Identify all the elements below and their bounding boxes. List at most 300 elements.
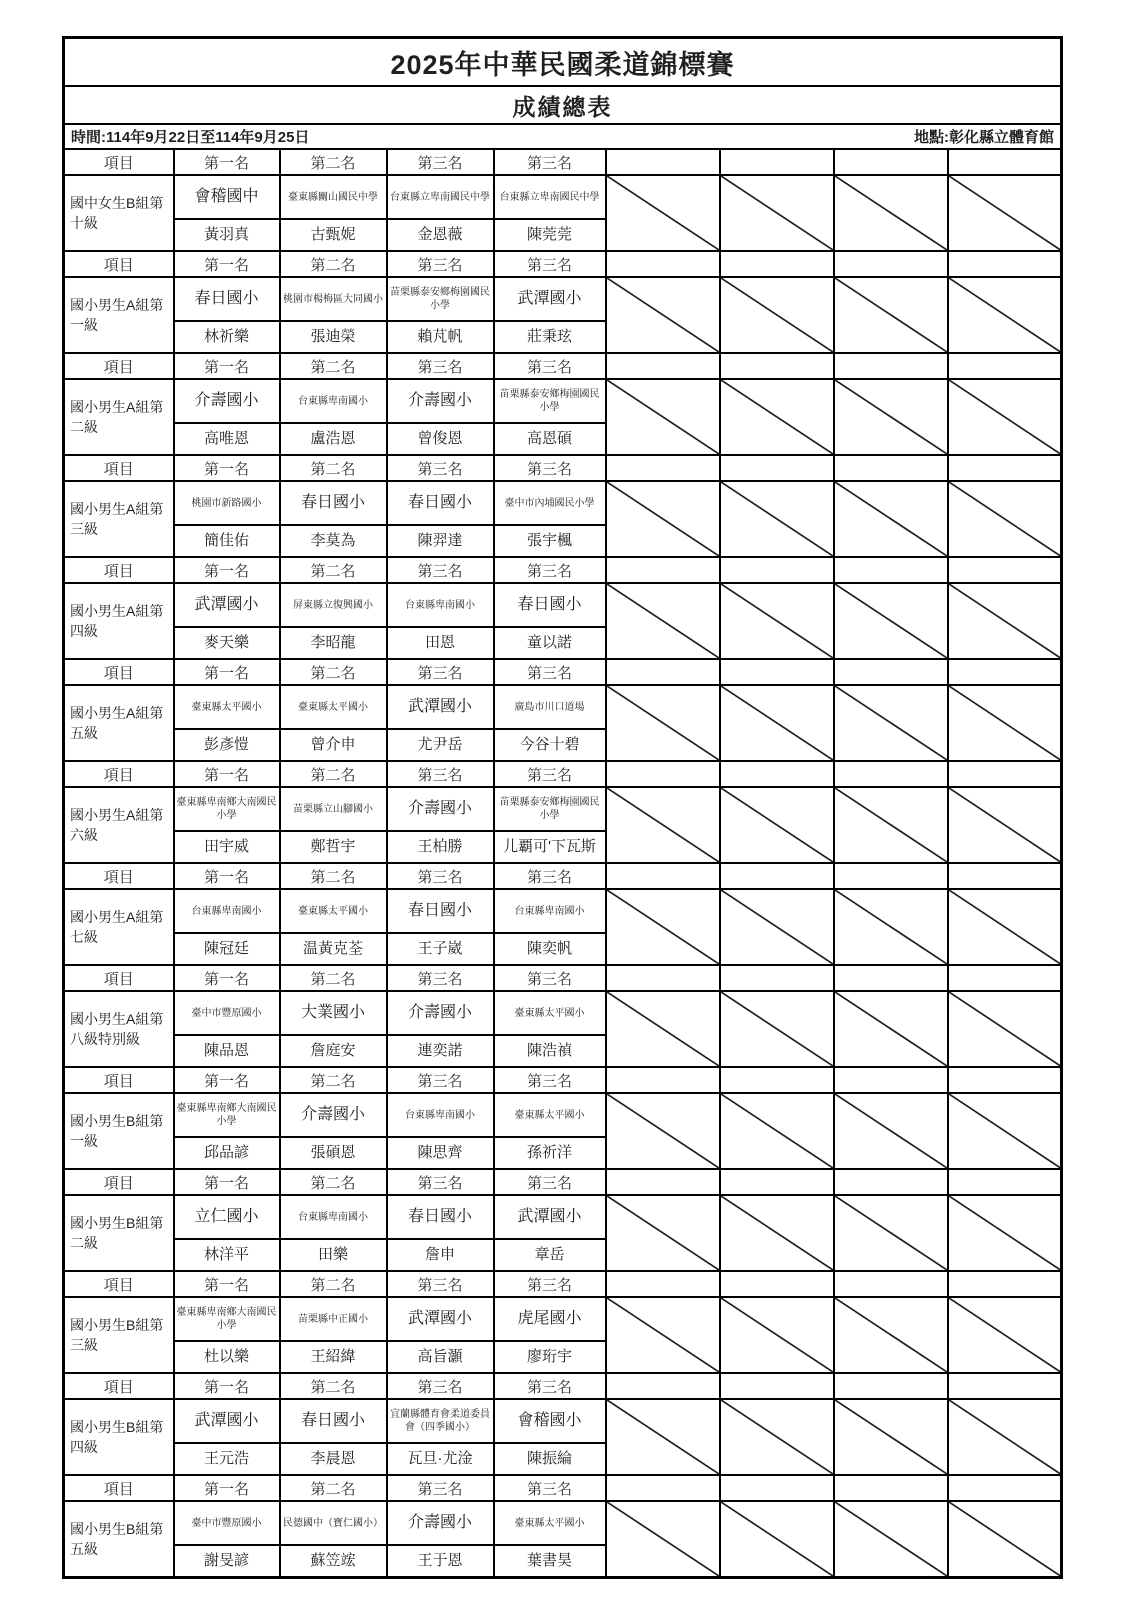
rank-header-cell: 第二名 (280, 1373, 387, 1399)
empty-header-cell (948, 1067, 1062, 1093)
athlete-label: 李晨恩 (310, 1450, 356, 1467)
diagonal-line (721, 1196, 833, 1270)
school-row (64, 1297, 1062, 1341)
school-cell (280, 1501, 387, 1545)
athlete-cell (387, 1545, 494, 1578)
athlete-label: 李昭龍 (310, 634, 356, 651)
category-label: 國小男生B組第二級 (70, 1214, 164, 1251)
school-label: 台東縣立卑南國民中學 (390, 191, 490, 203)
category-cell (64, 481, 174, 557)
school-row (64, 175, 1062, 219)
athlete-label: 陳莞莞 (526, 226, 572, 243)
diagonal-line (949, 1196, 1061, 1270)
rank-header-cell: 第三名 (387, 1475, 494, 1501)
subtitle-row (64, 86, 1062, 124)
athlete-label: 王元浩 (203, 1450, 249, 1467)
school-label: 台東縣卑南國小 (514, 905, 585, 917)
rank-header-cell: 第三名 (494, 557, 606, 583)
diagonal-cell (720, 991, 834, 1067)
school-label: 屏東縣立復興國小 (293, 599, 373, 611)
block-header-row (64, 1475, 1062, 1501)
athlete-label: 陳品恩 (203, 1042, 249, 1059)
school-cell (280, 787, 387, 831)
athlete-cell (387, 1341, 494, 1373)
diagonal-cell (834, 685, 948, 761)
rank-header-cell: 項目 (64, 1373, 174, 1399)
school-label: 春日國小 (517, 596, 582, 614)
school-label: 虎尾國小 (517, 1310, 582, 1328)
rank-header-cell: 第三名 (387, 1271, 494, 1297)
diagonal-cell (720, 1399, 834, 1475)
school-row (64, 1399, 1062, 1443)
empty-header-cell (948, 863, 1062, 889)
diagonal-cell (606, 1195, 720, 1271)
block-header-row (64, 353, 1062, 379)
diagonal-line (721, 1094, 833, 1168)
athlete-label: 盧浩恩 (310, 430, 356, 447)
rank-header-cell: 第二名 (280, 149, 387, 175)
category-label: 國小男生A組第三級 (70, 500, 164, 537)
athlete-label: 張宇楓 (526, 532, 572, 549)
rank-header-cell: 第三名 (494, 1067, 606, 1093)
rank-header-cell: 第一名 (174, 149, 280, 175)
category-cell (64, 1399, 174, 1475)
diagonal-cell (720, 379, 834, 455)
school-label: 會稽國中 (194, 188, 259, 206)
athlete-label: 麥天樂 (203, 634, 249, 651)
school-cell (387, 991, 494, 1035)
school-cell (387, 685, 494, 729)
empty-header-cell (606, 251, 720, 277)
rank-header-cell: 第三名 (387, 659, 494, 685)
diagonal-line (949, 992, 1061, 1066)
rank-header-cell: 項目 (64, 149, 174, 175)
athlete-label: 彭彥愷 (203, 736, 249, 753)
block-header-row (64, 965, 1062, 991)
athlete-label: 詹申 (424, 1246, 455, 1263)
athlete-cell (174, 1137, 280, 1169)
athlete-label: 謝旻諺 (203, 1552, 249, 1569)
rank-header-cell: 項目 (64, 1169, 174, 1195)
rank-header-cell: 第二名 (280, 659, 387, 685)
empty-header-cell (834, 557, 948, 583)
diagonal-line (607, 890, 719, 964)
athlete-label: 葉書昊 (526, 1552, 572, 1569)
diagonal-line (721, 1400, 833, 1474)
diagonal-cell (606, 1093, 720, 1169)
athlete-label: 王子崴 (417, 940, 463, 957)
school-label: 春日國小 (300, 1412, 365, 1430)
diagonal-cell (606, 991, 720, 1067)
athlete-cell (387, 321, 494, 353)
rank-header-cell: 第三名 (494, 1169, 606, 1195)
school-label: 大業國小 (300, 1004, 365, 1022)
diagonal-line (835, 890, 947, 964)
school-label: 苗栗縣泰安鄉梅園國民小學 (499, 797, 600, 821)
empty-header-cell (606, 965, 720, 991)
athlete-cell (280, 627, 387, 659)
empty-header-cell (834, 761, 948, 787)
rank-header-cell: 第二名 (280, 863, 387, 889)
empty-header-cell (720, 965, 834, 991)
diagonal-line (835, 686, 947, 760)
page-title: 2025年中華民國柔道錦標賽 (64, 38, 1062, 87)
empty-header-cell (834, 1067, 948, 1093)
athlete-label: 詹庭安 (310, 1042, 356, 1059)
athlete-cell (174, 1443, 280, 1475)
empty-header-cell (834, 1271, 948, 1297)
school-cell (387, 787, 494, 831)
athlete-label: 王柏勝 (417, 838, 463, 855)
empty-header-cell (948, 965, 1062, 991)
athlete-cell (494, 1137, 606, 1169)
block-header-row (64, 149, 1062, 175)
athlete-label: 田宇威 (203, 838, 249, 855)
school-cell (280, 175, 387, 219)
category-label: 國小男生A組第二級 (70, 398, 164, 435)
empty-header-cell (606, 659, 720, 685)
diagonal-line (607, 1298, 719, 1372)
diagonal-line (607, 1400, 719, 1474)
school-cell (387, 277, 494, 321)
rank-header-cell: 第一名 (174, 557, 280, 583)
school-cell (280, 277, 387, 321)
school-label: 桃園市楊梅區大同國小 (283, 293, 383, 305)
empty-header-cell (606, 149, 720, 175)
school-label: 介壽國小 (407, 1514, 472, 1532)
diagonal-line (835, 1196, 947, 1270)
diagonal-line (835, 278, 947, 352)
athlete-cell (280, 321, 387, 353)
rank-header-cell: 項目 (64, 557, 174, 583)
rank-header-cell: 第三名 (494, 455, 606, 481)
diagonal-line (835, 584, 947, 658)
empty-header-cell (720, 1271, 834, 1297)
rank-header-cell: 第二名 (280, 557, 387, 583)
category-cell (64, 379, 174, 455)
diagonal-line (607, 992, 719, 1066)
school-label: 苗栗縣中正國小 (298, 1313, 368, 1325)
category-label: 國小男生A組第七級 (70, 908, 164, 945)
school-row (64, 583, 1062, 627)
empty-header-cell (606, 1067, 720, 1093)
school-cell (387, 481, 494, 525)
athlete-cell (174, 1341, 280, 1373)
school-label: 武潭國小 (194, 1412, 259, 1430)
rank-header-cell: 項目 (64, 455, 174, 481)
empty-header-cell (834, 1169, 948, 1195)
athlete-label: 高唯恩 (203, 430, 249, 447)
rank-header-cell: 第三名 (494, 251, 606, 277)
diagonal-cell (834, 889, 948, 965)
diagonal-cell (606, 1399, 720, 1475)
athlete-cell (387, 1239, 494, 1271)
school-row (64, 1093, 1062, 1137)
athlete-label: 賴芃帆 (417, 328, 463, 345)
category-label: 國小男生B組第一級 (70, 1112, 164, 1149)
athlete-cell (174, 525, 280, 557)
school-cell (174, 991, 280, 1035)
diagonal-cell (834, 583, 948, 659)
category-label: 國小男生A組第八級特別級 (70, 1010, 164, 1047)
school-label: 臺東縣卑南鄉大南國民小學 (176, 797, 277, 821)
rank-header-cell: 第三名 (494, 1271, 606, 1297)
school-row (64, 685, 1062, 729)
school-row (64, 379, 1062, 423)
school-label: 臺東縣卑南鄉大南國民小學 (176, 1103, 277, 1127)
diagonal-cell (834, 787, 948, 863)
athlete-cell (280, 525, 387, 557)
athlete-cell (387, 1137, 494, 1169)
athlete-cell (174, 729, 280, 761)
school-label: 苗栗縣立山腳國小 (293, 803, 373, 815)
block-header-row (64, 1067, 1062, 1093)
athlete-label: 連奕諾 (417, 1042, 463, 1059)
school-row (64, 889, 1062, 933)
athlete-label: 温黃克荃 (302, 940, 363, 957)
category-cell (64, 685, 174, 761)
diagonal-cell (720, 889, 834, 965)
diagonal-line (721, 1502, 833, 1576)
diagonal-line (949, 788, 1061, 862)
empty-header-cell (720, 1067, 834, 1093)
rank-header-cell: 第一名 (174, 659, 280, 685)
school-cell (387, 889, 494, 933)
athlete-cell (280, 1035, 387, 1067)
school-cell (494, 481, 606, 525)
rank-header-cell: 第二名 (280, 1475, 387, 1501)
school-label: 民德國中（寶仁國小） (283, 1517, 383, 1529)
block-header-row (64, 863, 1062, 889)
athlete-cell (494, 933, 606, 965)
diagonal-line (721, 788, 833, 862)
athlete-cell (494, 321, 606, 353)
athlete-cell (494, 1443, 606, 1475)
diagonal-cell (834, 1501, 948, 1578)
athlete-label: 古甄妮 (310, 226, 356, 243)
athlete-cell (280, 423, 387, 455)
athlete-label: 陳浩禎 (526, 1042, 572, 1059)
diagonal-cell (948, 685, 1062, 761)
category-cell (64, 991, 174, 1067)
time-label: 時間:114年9月22日至114年9月25日 (71, 129, 310, 146)
athlete-cell (280, 1443, 387, 1475)
athlete-cell (494, 423, 606, 455)
rank-header-cell: 第一名 (174, 965, 280, 991)
diagonal-cell (948, 1297, 1062, 1373)
empty-header-cell (720, 761, 834, 787)
school-cell (494, 175, 606, 219)
empty-header-cell (834, 659, 948, 685)
athlete-label: 王紹緯 (310, 1348, 356, 1365)
diagonal-cell (606, 787, 720, 863)
empty-header-cell (948, 251, 1062, 277)
school-cell (280, 1195, 387, 1239)
diagonal-cell (606, 889, 720, 965)
athlete-label: 尤尹岳 (417, 736, 463, 753)
athlete-label: 田恩 (424, 634, 455, 651)
block-header-row (64, 557, 1062, 583)
empty-header-cell (606, 863, 720, 889)
empty-header-cell (834, 455, 948, 481)
athlete-cell (174, 1239, 280, 1271)
school-cell (174, 277, 280, 321)
diagonal-cell (720, 1093, 834, 1169)
diagonal-line (721, 686, 833, 760)
rank-header-cell: 第一名 (174, 1373, 280, 1399)
category-label: 國小男生A組第五級 (70, 704, 164, 741)
page-subtitle: 成績總表 (64, 86, 1062, 124)
rank-header-cell: 第一名 (174, 1475, 280, 1501)
school-label: 介壽國小 (194, 392, 259, 410)
school-cell (174, 787, 280, 831)
athlete-cell (387, 423, 494, 455)
athlete-cell (494, 1239, 606, 1271)
athlete-cell (387, 933, 494, 965)
athlete-label: 李莫為 (310, 532, 356, 549)
empty-header-cell (720, 659, 834, 685)
rank-header-cell: 第三名 (494, 659, 606, 685)
school-cell (387, 379, 494, 423)
diagonal-cell (834, 1399, 948, 1475)
diagonal-cell (720, 1297, 834, 1373)
diagonal-line (721, 890, 833, 964)
athlete-label: 陳羿達 (417, 532, 463, 549)
empty-header-cell (834, 965, 948, 991)
empty-header-cell (948, 659, 1062, 685)
block-header-row (64, 1271, 1062, 1297)
diagonal-cell (606, 277, 720, 353)
school-cell (174, 1093, 280, 1137)
athlete-cell (387, 729, 494, 761)
school-label: 臺中市內埔國民小學 (504, 497, 595, 509)
category-label: 國小男生A組第一級 (70, 296, 164, 333)
athlete-cell (280, 729, 387, 761)
empty-header-cell (948, 557, 1062, 583)
athlete-label: 田樂 (317, 1246, 348, 1263)
school-row (64, 481, 1062, 525)
empty-header-cell (606, 1373, 720, 1399)
block-header-row (64, 455, 1062, 481)
athlete-cell (387, 1443, 494, 1475)
athlete-cell (387, 831, 494, 863)
diagonal-line (835, 482, 947, 556)
empty-header-cell (720, 863, 834, 889)
rank-header-cell: 第三名 (494, 965, 606, 991)
school-label: 台東縣卑南國小 (405, 1109, 475, 1121)
diagonal-line (721, 992, 833, 1066)
athlete-label: 瓦旦·尤淦 (407, 1450, 473, 1467)
diagonal-line (607, 176, 719, 250)
diagonal-line (721, 584, 833, 658)
diagonal-cell (948, 1093, 1062, 1169)
school-cell (387, 1501, 494, 1545)
rank-header-cell: 項目 (64, 965, 174, 991)
empty-header-cell (606, 1271, 720, 1297)
rank-header-cell: 第三名 (494, 1373, 606, 1399)
category-label: 國小男生A組第四級 (70, 602, 164, 639)
diagonal-line (949, 1298, 1061, 1372)
rank-header-cell: 第二名 (280, 251, 387, 277)
diagonal-cell (720, 277, 834, 353)
athlete-cell (387, 627, 494, 659)
diagonal-cell (720, 1501, 834, 1578)
meta-row (64, 124, 1062, 149)
category-label: 國中女生B組第十級 (70, 194, 164, 231)
diagonal-line (607, 278, 719, 352)
empty-header-cell (606, 455, 720, 481)
school-cell (280, 583, 387, 627)
school-label: 台東縣立卑南國民中學 (499, 191, 600, 203)
athlete-label: 章岳 (534, 1246, 565, 1263)
athlete-label: 張迪榮 (310, 328, 356, 345)
diagonal-cell (720, 787, 834, 863)
school-label: 廣島市川口道場 (514, 701, 585, 713)
school-cell (387, 1399, 494, 1443)
meta-line (65, 126, 1060, 147)
rank-header-cell: 第一名 (174, 761, 280, 787)
rank-header-cell: 第三名 (387, 455, 494, 481)
rank-header-cell: 第一名 (174, 1271, 280, 1297)
diagonal-line (835, 176, 947, 250)
diagonal-line (835, 1094, 947, 1168)
school-label: 臺東縣關山國民中學 (288, 191, 378, 203)
diagonal-line (949, 1502, 1061, 1576)
school-cell (174, 175, 280, 219)
athlete-cell (280, 1137, 387, 1169)
school-cell (494, 277, 606, 321)
empty-header-cell (948, 1475, 1062, 1501)
athlete-cell (174, 627, 280, 659)
athlete-label: 張碩恩 (310, 1144, 356, 1161)
category-label: 國小男生B組第五級 (70, 1520, 164, 1557)
rank-header-cell: 第三名 (387, 149, 494, 175)
diagonal-cell (948, 991, 1062, 1067)
empty-header-cell (948, 1271, 1062, 1297)
empty-header-cell (948, 1373, 1062, 1399)
school-cell (174, 889, 280, 933)
rank-header-cell: 第二名 (280, 455, 387, 481)
category-cell (64, 1093, 174, 1169)
category-cell (64, 1195, 174, 1271)
school-cell (280, 481, 387, 525)
rank-header-cell: 第二名 (280, 1169, 387, 1195)
school-label: 春日國小 (407, 494, 472, 512)
empty-header-cell (720, 1475, 834, 1501)
diagonal-cell (834, 1195, 948, 1271)
empty-header-cell (720, 455, 834, 481)
school-cell (387, 1093, 494, 1137)
empty-header-cell (606, 761, 720, 787)
diagonal-line (949, 380, 1061, 454)
diagonal-cell (834, 481, 948, 557)
athlete-cell (280, 1341, 387, 1373)
document-sheet (62, 36, 1060, 1579)
empty-header-cell (948, 1169, 1062, 1195)
athlete-label: 廖珩宇 (526, 1348, 572, 1365)
location-label: 地點:彰化縣立體育館 (914, 129, 1055, 146)
athlete-label: 王于恩 (417, 1552, 463, 1569)
athlete-label: 曾俊恩 (417, 430, 463, 447)
empty-header-cell (720, 557, 834, 583)
athlete-label: 高旨灝 (417, 1348, 463, 1365)
school-label: 宜蘭縣體育會柔道委員會（四季國小） (390, 1409, 490, 1433)
rank-header-cell: 項目 (64, 1067, 174, 1093)
school-cell (494, 889, 606, 933)
school-cell (174, 583, 280, 627)
diagonal-line (949, 584, 1061, 658)
category-label: 國小男生A組第六級 (70, 806, 164, 843)
